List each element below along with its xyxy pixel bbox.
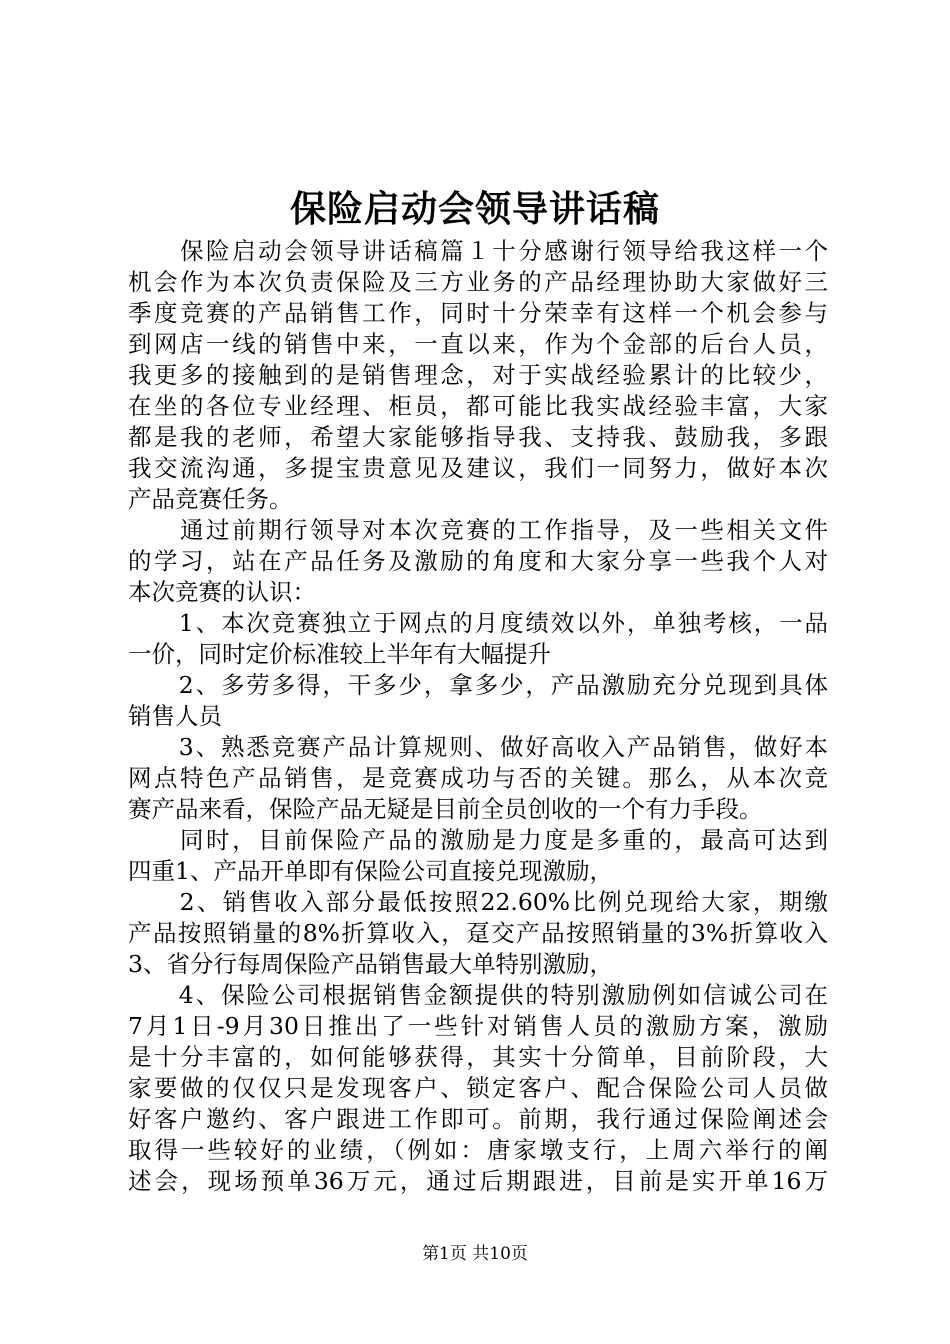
text-line: 网点特色产品销售，是竞赛成功与否的关键。那么，从本次竞 [128,764,828,792]
text-line: 的学习，站在产品任务及激励的角度和大家分享一些我个人对 [128,547,828,575]
text-line: 3、熟悉竞赛产品计算规则、做好高收入产品销售，做好本 [128,733,828,761]
text-line: 家要做的仅仅只是发现客户、锁定客户、配合保险公司人员做 [128,1074,828,1102]
text-line: 都是我的老师，希望大家能够指导我、支持我、鼓励我，多跟 [128,423,828,451]
text-line: 保险启动会领导讲话稿篇１十分感谢行领导给我这样一个 [128,237,828,265]
text-line: 7月1日-9月30日推出了一些针对销售人员的激励方案，激励 [128,1012,828,1040]
text-line: 通过前期行领导对本次竞赛的工作指导，及一些相关文件 [128,516,828,544]
text-line: 述会，现场预单36万元，通过后期跟进，目前是实开单16万 [128,1167,828,1195]
text-line: 四重1、产品开单即有保险公司直接兑现激励， [128,857,613,885]
text-line: 机会作为本次负责保险及三方业务的产品经理协助大家做好三 [128,268,828,296]
text-line: 季度竞赛的产品销售工作，同时十分荣幸有这样一个机会参与 [128,299,828,327]
text-line: 1、本次竞赛独立于网点的月度绩效以外，单独考核，一品 [128,609,828,637]
text-line: 取得一些较好的业绩，（例如：唐家墩支行，上周六举行的阐 [128,1136,828,1164]
text-line: 4、保险公司根据销售金额提供的特别激励例如信诚公司在 [128,981,828,1009]
text-line: 2、多劳多得，干多少，拿多少，产品激励充分兑现到具体 [128,671,828,699]
page-number-footer: 第1页 共10页 [422,1244,528,1264]
document-body [128,236,828,1197]
text-line: 2、销售收入部分最低按照22.60%比例兑现给大家，期缴 [128,888,828,916]
text-line: 产品竞赛任务。 [128,485,293,513]
text-line: 我交流沟通，多提宝贵意见及建议，我们一同努力，做好本次 [128,454,828,482]
text-line: 产品按照销量的8%折算收入，趸交产品按照销量的3%折算收入 [128,919,828,947]
text-line: 赛产品来看，保险产品无疑是目前全员创收的一个有力手段。 [128,795,763,823]
text-line: 销售人员 [128,702,222,730]
text-line: 一价，同时定价标准较上半年有大幅提升 [128,640,551,668]
text-line: 到网店一线的销售中来，一直以来，作为个金部的后台人员， [128,330,828,358]
text-line: 在坐的各位专业经理、柜员，都可能比我实战经验丰富，大家 [128,392,828,420]
text-line: 3、省分行每周保险产品销售最大单特别激励， [128,950,613,978]
text-line: 同时，目前保险产品的激励是力度是多重的，最高可达到 [128,826,828,854]
text-line: 好客户邀约、客户跟进工作即可。前期，我行通过保险阐述会 [128,1105,828,1133]
text-line: 我更多的接触到的是销售理念，对于实战经验累计的比较少， [128,361,828,389]
text-line: 本次竞赛的认识： [128,578,316,606]
document-title: 保险启动会领导讲话稿 [289,188,660,230]
text-line: 是十分丰富的，如何能够获得，其实十分简单，目前阶段，大 [128,1043,828,1071]
